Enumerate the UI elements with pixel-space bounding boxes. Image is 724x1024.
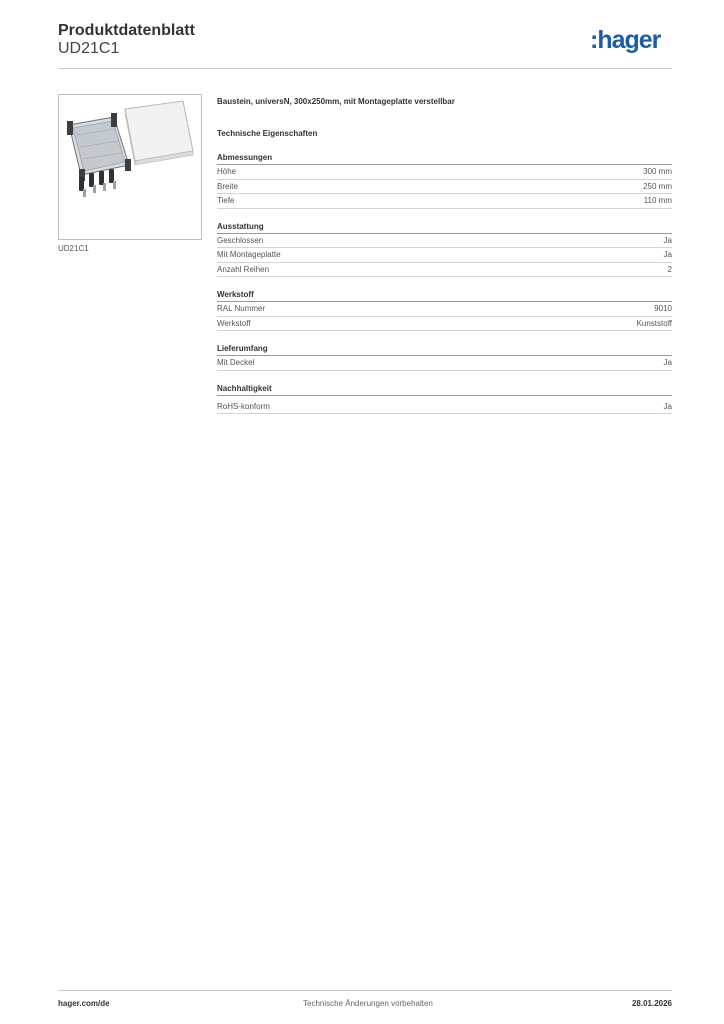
product-image [58, 94, 202, 240]
table-row [217, 263, 672, 278]
row-value: 300 mm [643, 167, 672, 176]
table-row [217, 180, 672, 195]
row-value: 110 mm [643, 196, 672, 205]
section-material [217, 289, 672, 331]
section-title: Werkstoff [217, 289, 672, 302]
row-label: Tiefe [217, 196, 235, 205]
product-illustration [59, 95, 201, 239]
row-label: Anzahl Reihen [217, 264, 270, 274]
row-label: RoHS-konform [217, 401, 270, 411]
row-label: RAL Nummer [217, 304, 266, 313]
row-value: 250 mm [643, 181, 672, 191]
row-label: Werkstoff [217, 318, 251, 328]
table-row [217, 317, 672, 332]
section-title: Abmessungen [217, 152, 672, 165]
product-details [217, 96, 672, 414]
section-title: Nachhaltigkeit [217, 383, 672, 396]
website-link[interactable]: hager.com/de [58, 999, 110, 1008]
row-value: 2 [667, 264, 672, 274]
section-title: Lieferumfang [217, 343, 672, 356]
row-label: Breite [217, 181, 238, 191]
row-value: Ja [663, 358, 672, 367]
hager-logo-text: :hager [590, 26, 661, 54]
row-value: Ja [663, 250, 672, 259]
section-scope-of-delivery [217, 343, 672, 371]
footer-notice: Technische Änderungen vorbehalten [303, 999, 433, 1008]
document-header [58, 20, 672, 69]
row-label: Höhe [217, 167, 237, 176]
row-value: Ja [663, 235, 672, 245]
row-label: Mit Deckel [217, 358, 255, 367]
row-label: Mit Montageplatte [217, 250, 281, 259]
table-row [217, 400, 672, 415]
row-value: Ja [663, 401, 672, 411]
table-row [217, 302, 672, 317]
row-value: Kunststoff [636, 318, 672, 328]
section-sustainability [217, 383, 672, 415]
table-row [217, 356, 672, 371]
image-caption: UD21C1 [58, 244, 89, 253]
table-row [217, 194, 672, 209]
table-row [217, 165, 672, 180]
table-row [217, 234, 672, 249]
section-equipment [217, 221, 672, 278]
section-dimensions [217, 152, 672, 209]
technical-properties-heading: Technische Eigenschaften [217, 129, 318, 138]
footer-date: 28.01.2026 [631, 999, 672, 1008]
page-title: Produktdatenblatt [58, 22, 195, 39]
hager-logo [590, 26, 672, 54]
document-footer [58, 990, 672, 1011]
product-code: UD21C1 [58, 40, 120, 57]
product-description: Baustein, universN, 300x250mm, mit Montageplatte verstellbar [217, 97, 455, 106]
table-row [217, 248, 672, 263]
section-title: Ausstattung [217, 221, 672, 234]
row-label: Geschlossen [217, 235, 264, 245]
row-value: 9010 [654, 304, 672, 313]
